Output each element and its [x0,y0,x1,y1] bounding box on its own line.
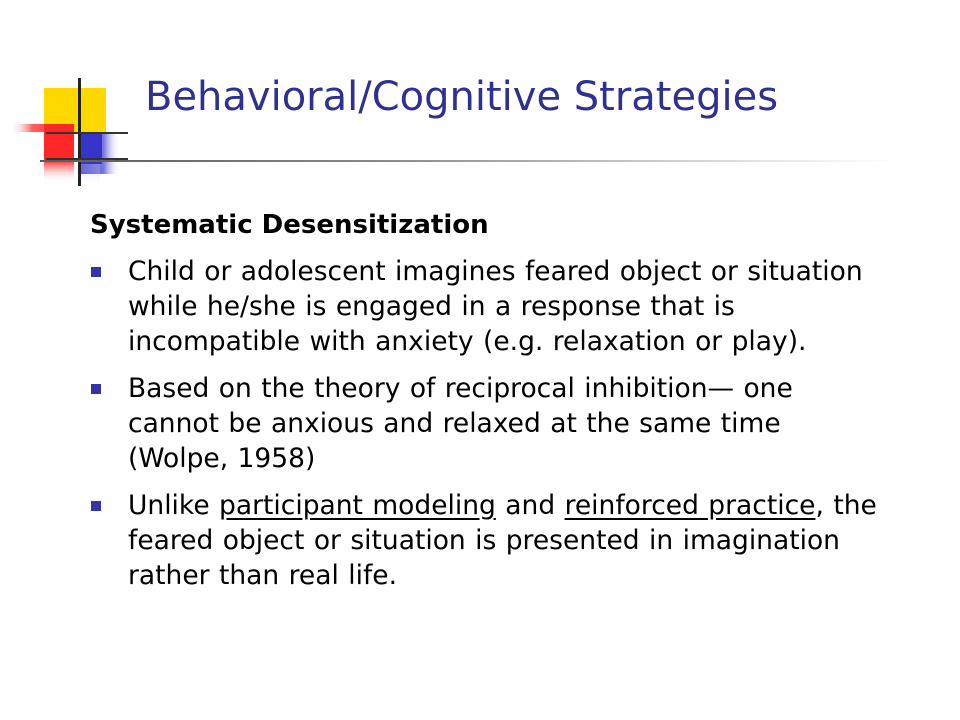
bullet-list [90,254,890,593]
bullet-text: Based on the theory of reciprocal inhibition— one cannot be anxious and relaxed at the same time (Wolpe, 1958) [128,373,793,474]
bullet-text: Child or adolescent imagines feared object or situation while he/she is engaged in a response that is incompatible with anxiety (e.g. relaxation or play). [128,256,863,357]
underlined-term-reinforced-practice: reinforced practice [564,490,816,521]
bullet-item [90,371,890,476]
bullet-item [90,254,890,359]
bullet-text-post: , the feared object or situation is presented in imagination rather than real life. [128,490,877,591]
section-heading: Systematic Desensitization [90,210,489,240]
slide-title: Behavioral/Cognitive Strategies [145,74,779,120]
title-divider [40,160,900,162]
square-bullet-icon [91,267,101,277]
bullet-text-mid: and [495,490,565,521]
square-bullet-icon [91,501,101,511]
bullet-text-pre: Unlike [128,490,220,521]
underlined-term-participant-modeling: participant modeling [219,490,496,521]
bullet-item [90,488,890,593]
slide-body [90,210,890,605]
square-bullet-icon [91,384,101,394]
